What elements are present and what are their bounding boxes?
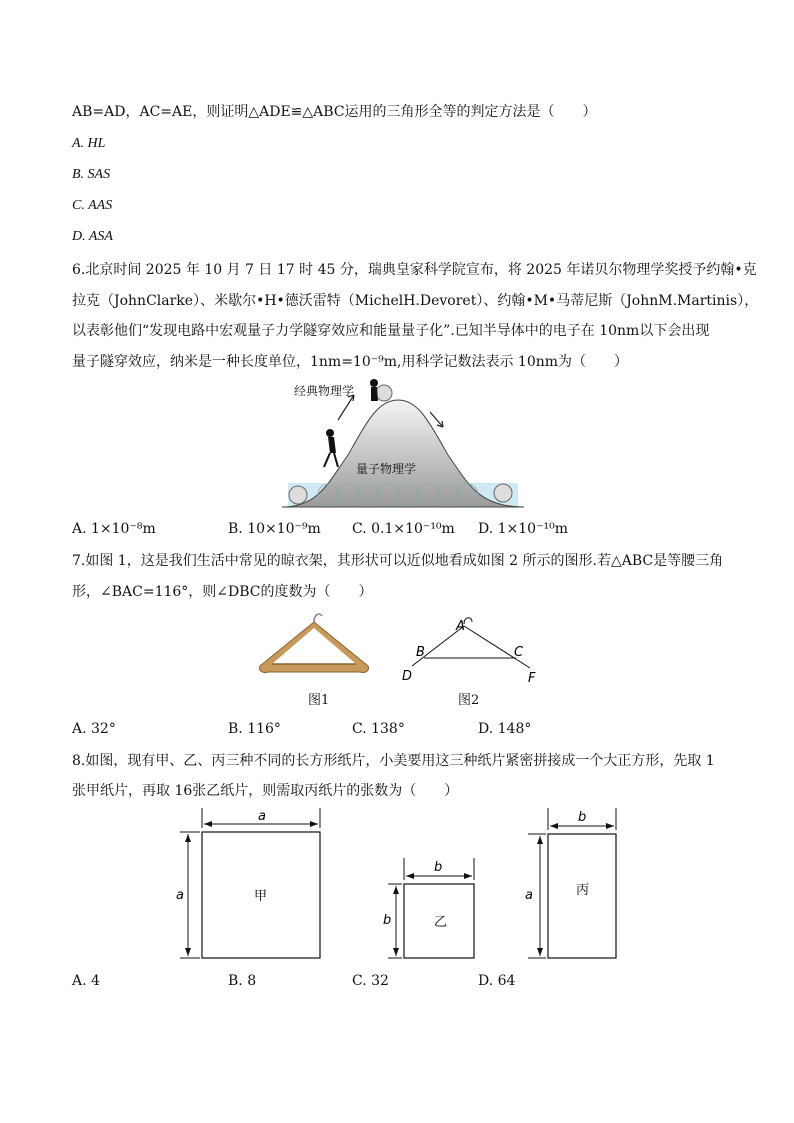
q5-stem: AB=AD，AC=AE，则证明△ADE≌△ABC运用的三角形全等的判定方法是（ ） [72, 104, 597, 120]
q6-option-b[interactable]: B. 10×10⁻⁹m [228, 521, 321, 537]
fig2-caption: 图2 [458, 693, 480, 708]
q7-option-a[interactable]: A. 32° [72, 721, 116, 737]
jia-side-label: a [176, 888, 184, 903]
bing-side-label: a [525, 888, 533, 903]
label-C: C [514, 645, 524, 660]
label-classical-physics: 经典物理学 [294, 384, 355, 398]
label-B: B [416, 645, 425, 660]
climber-top-figure [370, 379, 378, 401]
q7-option-b[interactable]: B. 116° [228, 721, 281, 737]
ball-on-top [376, 385, 392, 401]
q5-option-d[interactable]: D. ASA [72, 229, 113, 244]
q5-option-b[interactable]: B. SAS [72, 167, 111, 182]
arrow-down-icon [430, 412, 443, 427]
q6-stem-line3: 以表彰他们“发现电路中宏观量子力学隧穿效应和能量量子化”.已知半导体中的电子在 10nm以下会出现 [72, 323, 710, 339]
paper-jia-figure [170, 806, 330, 966]
q5-option-c[interactable]: C. AAS [72, 198, 113, 213]
paper-yi-figure [380, 856, 480, 966]
jia-name: 甲 [254, 889, 268, 904]
q6-stem-line4: 量子隧穿效应，纳米是一种长度单位，1nm=10⁻⁹m,用科学记数法表示 10nm为（ ） [72, 354, 629, 370]
q8-stem-line2: 张甲纸片，再取 16张乙纸片，则需取丙纸片的张数为（ ） [72, 783, 459, 799]
q7-stem-line2: 形，∠BAC=116°，则∠DBC的度数为（ ） [72, 584, 373, 600]
label-quantum-physics: 量子物理学 [356, 462, 417, 476]
paper-bing-figure [520, 806, 620, 966]
arrow-up-icon [338, 395, 354, 420]
electron-ball-right [494, 484, 512, 502]
q5-option-a[interactable]: A. HL [72, 136, 106, 151]
yi-name: 乙 [434, 915, 448, 930]
bing-name: 丙 [576, 883, 590, 898]
climber-figure [324, 429, 338, 467]
q6-option-a[interactable]: A. 1×10⁻⁸m [72, 521, 156, 537]
q8-option-d[interactable]: D. 64 [478, 973, 516, 989]
jia-top-label: a [258, 809, 266, 824]
q7-stem-line1: 7.如图 1，这是我们生活中常见的晾衣架，其形状可以近似地看成如图 2 所示的图形.若△ABC是等腰三角 [72, 553, 724, 569]
q7-option-c[interactable]: C. 138° [352, 721, 405, 737]
q6-option-d[interactable]: D. 1×10⁻¹⁰m [478, 521, 568, 537]
yi-top-label: b [434, 860, 443, 875]
q8-stem-line1: 8.如图，现有甲、乙、丙三种不同的长方形纸片，小美要用这三种纸片紧密拼接成一个大正方形，先取 1 [72, 753, 715, 769]
hanger-triangle-diagram [398, 610, 548, 682]
q8-option-b[interactable]: B. 8 [228, 973, 257, 989]
clothes-hanger-photo [254, 608, 374, 680]
q8-option-a[interactable]: A. 4 [72, 973, 100, 989]
q7-option-d[interactable]: D. 148° [478, 721, 532, 737]
quantum-tunneling-figure [278, 375, 528, 515]
bing-top-label: b [578, 810, 587, 825]
label-A: A [456, 619, 465, 634]
yi-side-label: b [383, 913, 392, 928]
electron-ball-left [289, 486, 307, 504]
q6-stem-line1: 6.北京时间 2025 年 10 月 7 日 17 时 45 分，瑞典皇家科学院宣布，将 2025 年诺贝尔物理学奖授予约翰•克 [72, 262, 757, 278]
label-F: F [528, 671, 536, 682]
q8-option-c[interactable]: C. 32 [352, 973, 389, 989]
q6-stem-line2: 拉克（JohnClarke）、米歇尔•H•德沃雷特（MichelH.Devoret）、约翰•M•马蒂尼斯（JohnM.Martinis）， [72, 293, 759, 309]
fig1-caption: 图1 [308, 693, 330, 708]
q6-option-c[interactable]: C. 0.1×10⁻¹⁰m [352, 521, 455, 537]
label-D: D [402, 669, 413, 682]
